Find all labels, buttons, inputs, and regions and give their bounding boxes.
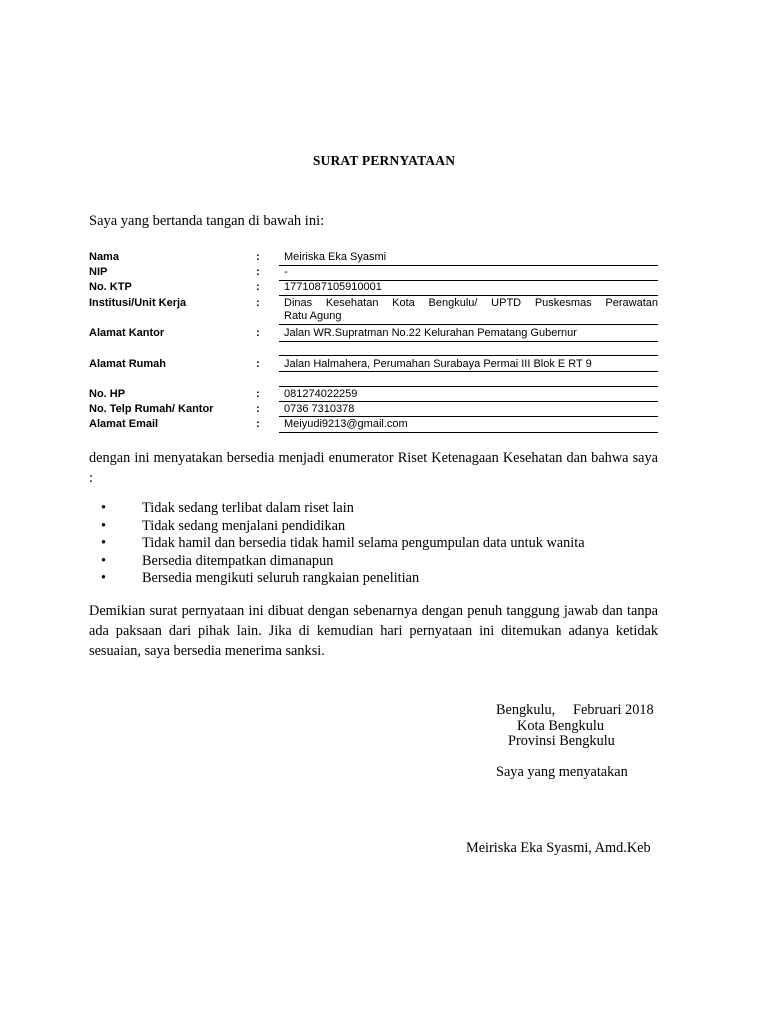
field-label-ktp: No. KTP [89, 281, 132, 293]
field-label-hp: No. HP [89, 388, 126, 400]
list-item-text: Tidak hamil dan bersedia tidak hamil selama pengumpulan data untuk wanita [142, 535, 585, 552]
field-label-telp: No. Telp Rumah/ Kantor [89, 403, 214, 415]
list-item [101, 570, 585, 588]
field-colon: : [256, 388, 260, 400]
field-label-email: Alamat Email [89, 418, 159, 430]
field-value-institusi-line2: Ratu Agung [284, 310, 342, 322]
field-colon: : [256, 281, 260, 293]
place-date: Bengkulu, Februari 2018 [496, 702, 654, 718]
field-underline [279, 432, 658, 433]
field-label-nip: NIP [89, 266, 108, 278]
field-colon: : [256, 297, 260, 309]
field-colon: : [256, 418, 260, 430]
field-underline [279, 386, 658, 387]
list-item-text: Bersedia mengikuti seluruh rangkaian penelitian [142, 570, 420, 587]
field-underline [279, 341, 658, 342]
signature-statement: Saya yang menyatakan [496, 764, 628, 780]
bullet-icon: • [101, 552, 107, 569]
list-item [101, 535, 585, 553]
field-colon: : [256, 358, 260, 370]
field-underline [279, 324, 658, 325]
field-value-nip: - [284, 266, 288, 278]
list-item-text: Bersedia ditempatkan dimanapun [142, 552, 334, 569]
intro-text: Saya yang bertanda tangan di bawah ini: [89, 213, 325, 229]
field-colon: : [256, 251, 260, 263]
bullet-icon: • [101, 570, 107, 587]
list-item-text: Tidak sedang terlibat dalam riset lain [142, 500, 354, 516]
field-underline [279, 355, 658, 356]
bullet-icon: • [101, 517, 107, 534]
field-value-email: Meiyudi9213@gmail.com [284, 418, 408, 430]
field-value-alamat-kantor: Jalan WR.Supratman No.22 Kelurahan Pematang Gubernur [284, 327, 577, 339]
field-value-ktp: 1771087105910001 [284, 281, 382, 293]
bullet-icon: • [101, 535, 107, 552]
field-colon: : [256, 403, 260, 415]
conditions-list [101, 500, 585, 588]
field-label-institusi: Institusi/Unit Kerja [89, 297, 187, 309]
field-label-alamat-rumah: Alamat Rumah [89, 358, 167, 370]
statement-paragraph: dengan ini menyatakan bersedia menjadi enumerator Riset Ketenagaan Kesehatan dan bahwa saya : [89, 450, 658, 486]
field-value-institusi: Dinas Kesehatan Kota Bengkulu/ UPTD Puskesmas Perawatan [284, 297, 658, 309]
field-underline [279, 371, 658, 372]
signatory-name: Meiriska Eka Syasmi, Amd.Keb [466, 840, 651, 856]
list-item [101, 553, 585, 571]
field-value-alamat-rumah: Jalan Halmahera, Perumahan Surabaya Permai III Blok E RT 9 [284, 358, 592, 370]
field-label-nama: Nama [89, 251, 119, 263]
document-title: SURAT PERNYATAAN [312, 153, 456, 168]
bullet-icon: • [101, 500, 107, 516]
closing-paragraph: Demikian surat pernyataan ini dibuat dengan sebenarnya dengan penuh tanggung jawab dan tanpa ada paksaan dari pihak lain. Jika di kemudian hari pernyataan ini ditemukan adanya ketidak sesuaian, saya bersedia menerima sanksi. [89, 603, 658, 659]
list-item [101, 518, 585, 536]
field-value-telp: 0736 7310378 [284, 403, 355, 415]
field-colon: : [256, 327, 260, 339]
field-value-nama: Meiriska Eka Syasmi [284, 251, 387, 263]
field-colon: : [256, 266, 260, 278]
field-value-hp: 081274022259 [284, 388, 358, 400]
signature-province: Provinsi Bengkulu [508, 733, 615, 749]
signature-city: Kota Bengkulu [517, 718, 604, 734]
list-item-text: Tidak sedang menjalani pendidikan [142, 517, 346, 534]
field-label-alamat-kantor: Alamat Kantor [89, 327, 165, 339]
list-item [101, 500, 585, 518]
